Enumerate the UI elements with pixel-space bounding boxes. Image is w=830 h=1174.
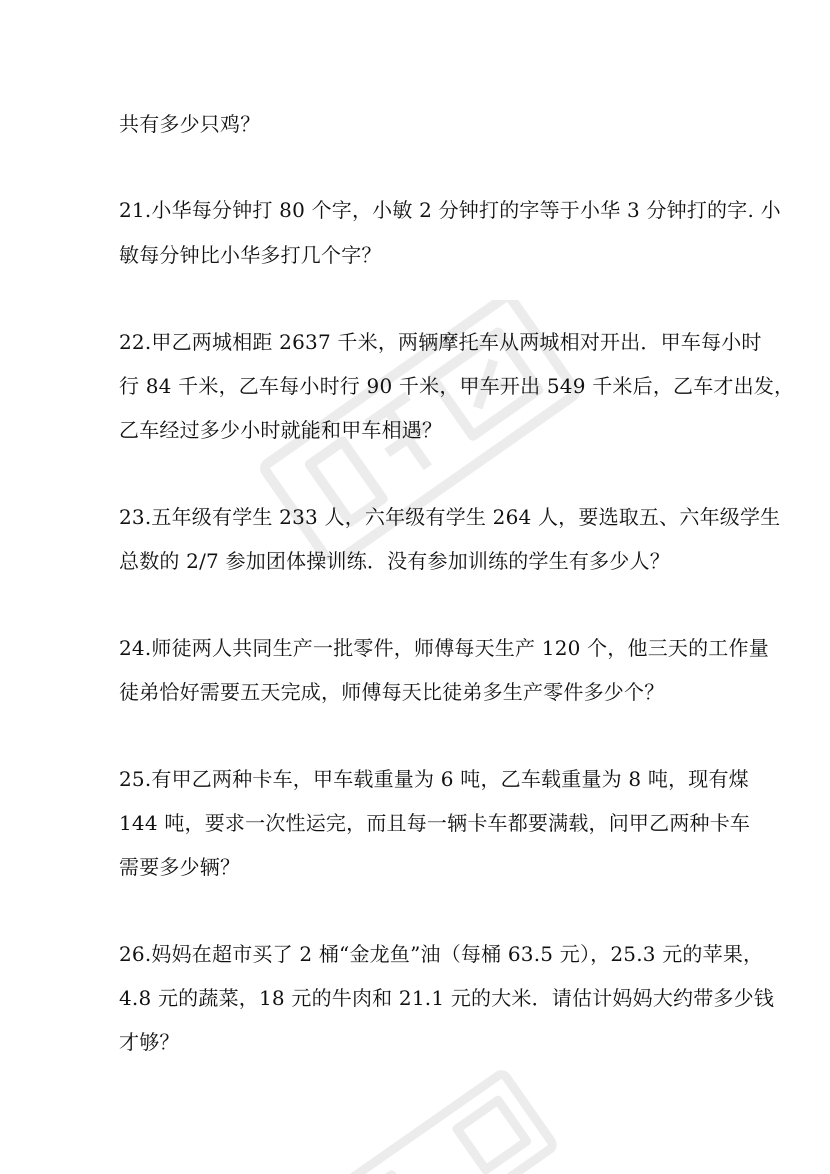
watermark-logo-bottom bbox=[300, 1070, 560, 1174]
question-21-line-2: 敏每分钟比小华多打几个字？ bbox=[119, 243, 382, 267]
question-26-line-1: 26.妈妈在超市买了 2 桶“金龙鱼”油（每桶 63.5 元），25.3 元的苹果， bbox=[119, 942, 764, 966]
question-26-line-2: 4.8 元的蔬菜，18 元的牛肉和 21.1 元的大米．请估计妈妈大约带多少钱 bbox=[119, 986, 775, 1010]
question-22-line-1: 22.甲乙两城相距 2637 千米，两辆摩托车从两城相对开出．甲车每小时 bbox=[119, 330, 762, 354]
question-24-line-1: 24.师徒两人共同生产一批零件，师傅每天生产 120 个，他三天的工作量 bbox=[119, 636, 769, 660]
question-26-line-3: 才够？ bbox=[119, 1030, 180, 1054]
question-21-line-1: 21.小华每分钟打 80 个字，小敏 2 分钟打的字等于小华 3 分钟打的字. 小 bbox=[119, 198, 781, 222]
question-24-line-2: 徒弟恰好需要五天完成，师傅每天比徒弟多生产零件多少个？ bbox=[119, 680, 665, 704]
question-23-line-1: 23.五年级有学生 233 人，六年级有学生 264 人，要选取五、六年级学生 bbox=[119, 505, 781, 529]
text-line-continuation: 共有多少只鸡？ bbox=[119, 112, 261, 136]
question-25-line-3: 需要多少辆？ bbox=[119, 855, 241, 879]
question-23-line-2: 总数的 2/7 参加团体操训练．没有参加训练的学生有多少人？ bbox=[119, 549, 670, 573]
question-22-line-3: 乙车经过多少小时就能和甲车相遇？ bbox=[119, 418, 443, 442]
question-25-line-2: 144 吨，要求一次性运完，而且每一辆卡车都要满载，问甲乙两种卡车 bbox=[119, 811, 751, 835]
question-25-line-1: 25.有甲乙两种卡车，甲车载重量为 6 吨，乙车载重量为 8 吨，现有煤 bbox=[119, 767, 749, 791]
question-22-line-2: 行 84 千米，乙车每小时行 90 千米，甲车开出 549 千米后，乙车才出发， bbox=[119, 374, 795, 398]
